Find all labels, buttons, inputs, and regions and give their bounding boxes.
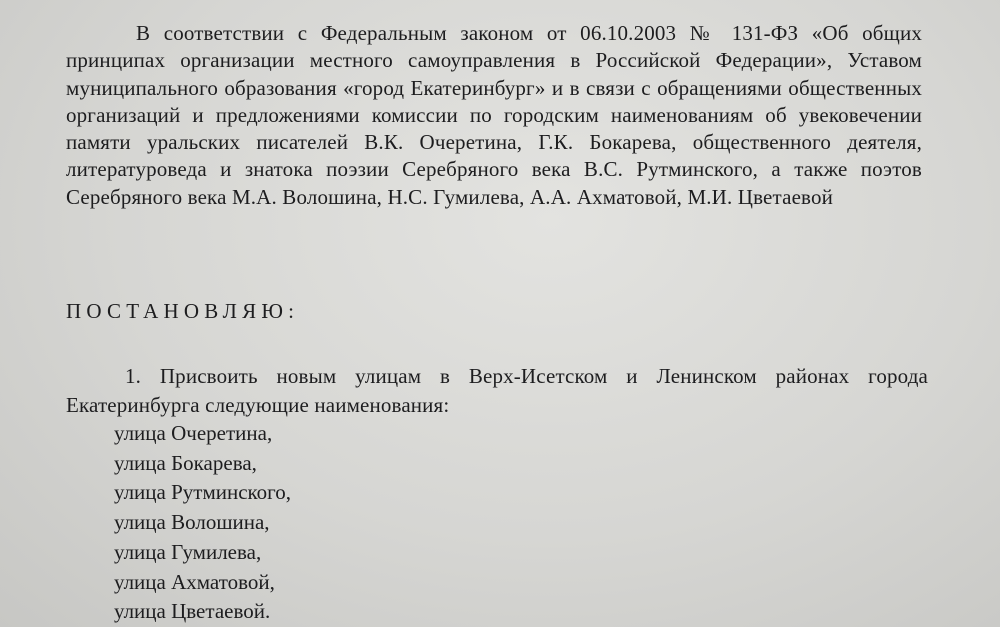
street-list <box>114 419 291 627</box>
street-item-rutminskogo: улица Рутминского, <box>114 480 292 505</box>
preamble-paragraph: В соответствии с Федеральным законом от 06.10.2003 № 131-ФЗ «Об общих принципах организации местного самоуправления в Российской Федерации», Уставом муниципального образования «город Екатеринбург» и в связи с обращениями общественных организаций и предложениями комиссии по городским наименованиям об увековечении памяти уральских писателей В.К. Очеретина, Г.К. Бокарева, общественного деятеля, литературоведа и знатока поэзии Серебряного века В.С. Рутминского, а также поэтов Серебряного века М.А. Волошина, Н.С. Гумилева, А.А. Ахматовой, М.И. Цветаевой <box>66 21 922 209</box>
street-item-tsvetaevoy: улица Цветаевой. <box>114 599 271 624</box>
street-item-akhmatovoy: улица Ахматовой, <box>114 569 275 594</box>
street-item-voloshina: улица Волошина, <box>114 510 270 535</box>
item-1-paragraph: 1. Присвоить новым улицам в Верх-Исетском и Ленинском районах города Екатеринбурга следующие наименования: <box>66 364 928 417</box>
street-item-ocheretina: улица Очеретина, <box>114 421 273 445</box>
decree-heading: ПОСТАНОВЛЯЮ: <box>66 299 300 323</box>
street-item-gumileva: улица Гумилева, <box>114 539 262 564</box>
street-item-bokareva: улица Бокарева, <box>114 450 257 475</box>
